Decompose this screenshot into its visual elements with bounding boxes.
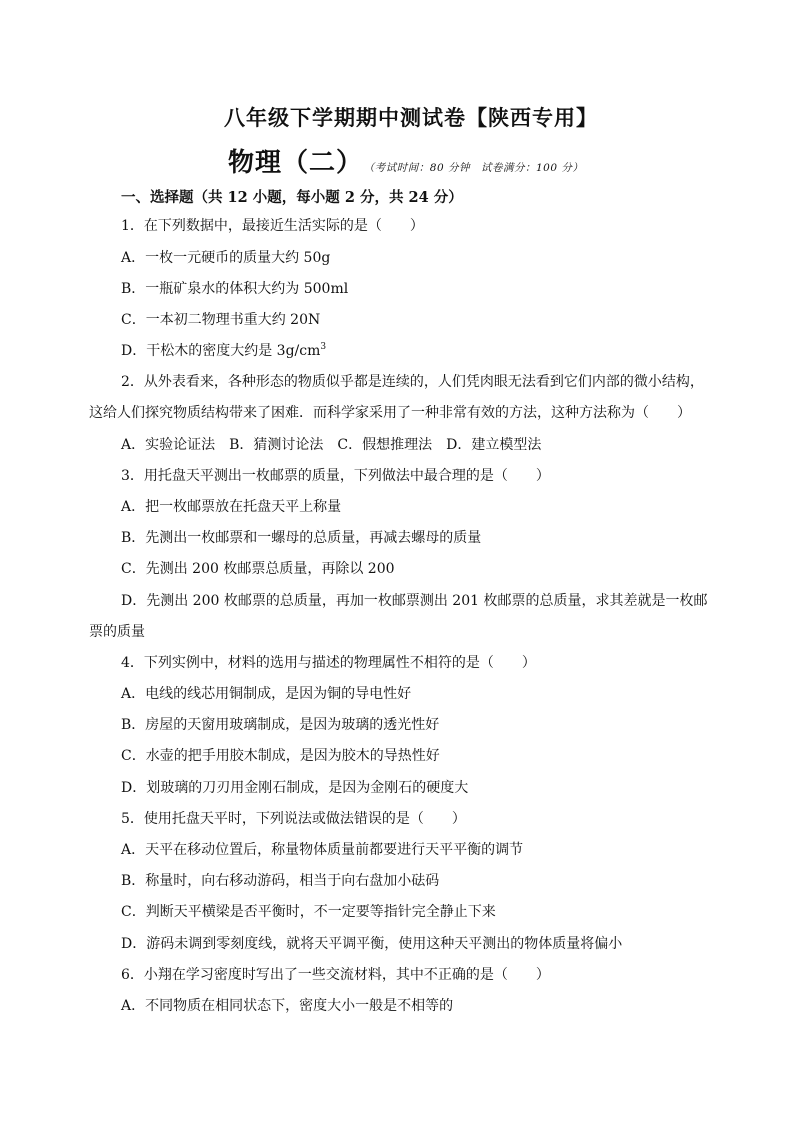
- question-2-stem-cont: 这给人们探究物质结构带来了困难．而科学家采用了一种非常有效的方法，这种方法称为（ ）: [89, 405, 691, 421]
- question-1-option-b: B．一瓶矿泉水的体积大约为 500ml: [121, 281, 349, 297]
- question-3-option-a: A．把一枚邮票放在托盘天平上称量: [121, 499, 342, 515]
- question-1-option-a: A．一枚一元硬币的质量大约 50g: [121, 250, 331, 266]
- question-1-option-d-text: D．干松木的密度大约是 3g/cm: [121, 343, 321, 359]
- question-5-option-a: A．天平在移动位置后，称量物体质量前都要进行天平平衡的调节: [121, 842, 524, 858]
- question-4-option-b: B．房屋的天窗用玻璃制成，是因为玻璃的透光性好: [121, 717, 440, 733]
- question-2-stem: 2．从外表看来，各种形态的物质似乎都是连续的，人们凭肉眼无法看到它们内部的微小结构，: [121, 374, 704, 390]
- question-3-option-d: D．先测出 200 枚邮票的总质量，再加一枚邮票测出 201 枚邮票的总质量，求其差就是一枚邮: [121, 593, 708, 609]
- exam-info: （考试时间：80 分钟 试卷满分：100 分）: [369, 162, 584, 174]
- subject-title: 物理（二）: [228, 148, 364, 178]
- question-5-stem: 5．使用托盘天平时，下列说法或做法错误的是（ ）: [121, 811, 466, 827]
- subject-row: [228, 142, 583, 179]
- question-4-option-c: C．水壶的把手用胶木制成，是因为胶木的导热性好: [121, 748, 440, 764]
- superscript: 3: [320, 342, 327, 352]
- question-5-option-b: B．称量时，向右移动游码，相当于向右盘加小砝码: [121, 873, 440, 889]
- question-5-option-c: C．判断天平横梁是否平衡时，不一定要等指针完全静止下来: [121, 904, 496, 920]
- exam-title: 八年级下学期期中测试卷【陕西专用】: [224, 105, 598, 130]
- section-heading: 一、选择题（共 12 小题，每小题 2 分，共 24 分）: [121, 189, 463, 206]
- question-3-stem: 3．用托盘天平测出一枚邮票的质量，下列做法中最合理的是（ ）: [121, 468, 550, 484]
- question-5-option-d: D．游码未调到零刻度线，就将天平调平衡，使用这种天平测出的物体质量将偏小: [121, 936, 623, 952]
- question-2-options: A．实验论证法 B．猜测讨论法 C．假想推理法 D．建立模型法: [121, 437, 542, 453]
- question-3-option-b: B．先测出一枚邮票和一螺母的总质量，再减去螺母的质量: [121, 530, 482, 546]
- question-1-option-c: C．一本初二物理书重大约 20N: [121, 312, 321, 328]
- question-3-option-c: C．先测出 200 枚邮票总质量，再除以 200: [121, 561, 395, 577]
- question-1-stem: 1．在下列数据中，最接近生活实际的是（ ）: [121, 218, 424, 234]
- question-4-option-d: D．划玻璃的刀刃用金刚石制成，是因为金刚石的硬度大: [121, 780, 469, 796]
- question-6-stem: 6．小翔在学习密度时写出了一些交流材料，其中不正确的是（ ）: [121, 967, 550, 983]
- question-6-option-a: A．不同物质在相同状态下，密度大小一般是不相等的: [121, 998, 454, 1014]
- question-1-option-d: [121, 342, 326, 360]
- question-3-option-d-cont: 票的质量: [89, 624, 145, 640]
- question-4-option-a: A．电线的线芯用铜制成，是因为铜的导电性好: [121, 686, 412, 702]
- question-4-stem: 4．下列实例中，材料的选用与描述的物理属性不相符的是（ ）: [121, 655, 536, 671]
